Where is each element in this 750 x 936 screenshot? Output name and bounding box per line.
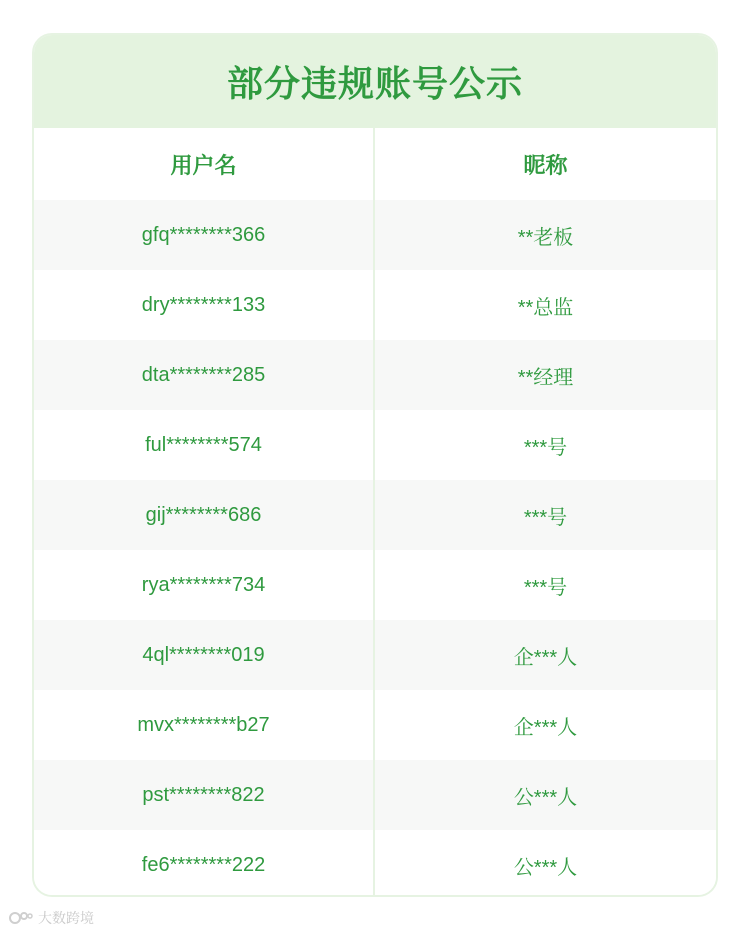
username-cell: fe6********222 [34, 830, 375, 897]
table-row [34, 620, 716, 690]
nickname-cell: **经理 [517, 366, 574, 389]
table-row [34, 340, 716, 410]
title-bar [34, 35, 716, 128]
nickname-cell: 企***人 [513, 646, 578, 669]
username-cell: gfq********366 [34, 200, 375, 270]
nickname-cell: ***号 [523, 436, 568, 459]
username-cell: rya********734 [34, 550, 375, 620]
table-row [34, 550, 716, 620]
table-row [34, 200, 716, 270]
username-cell: gij********686 [34, 480, 375, 550]
username-cell: ful********574 [34, 410, 375, 480]
table-row [34, 760, 716, 830]
username-cell: dta********285 [34, 340, 375, 410]
column-header-username: 用户名 [34, 128, 375, 200]
table-row [34, 480, 716, 550]
column-header-nickname: 昵称 [523, 152, 568, 178]
violation-table [34, 128, 716, 897]
nickname-cell: 公***人 [513, 786, 578, 809]
nickname-cell: 公***人 [513, 856, 578, 879]
table-header-row [34, 128, 716, 200]
table-row [34, 690, 716, 760]
table-row [34, 270, 716, 340]
nickname-cell: ***号 [523, 506, 568, 529]
watermark [8, 908, 94, 928]
table-row [34, 410, 716, 480]
username-cell: pst********822 [34, 760, 375, 830]
logo-icon [8, 909, 34, 927]
nickname-cell: 企***人 [513, 716, 578, 739]
watermark-text: 大数跨境 [38, 910, 94, 926]
username-cell: 4ql********019 [34, 620, 375, 690]
username-cell: dry********133 [34, 270, 375, 340]
page-title: 部分违规账号公示 [226, 63, 523, 104]
table-row [34, 830, 716, 897]
violation-card [32, 33, 718, 897]
nickname-cell: ***号 [523, 576, 568, 599]
username-cell: mvx********b27 [34, 690, 375, 760]
nickname-cell: **总监 [517, 296, 574, 319]
nickname-cell: **老板 [517, 226, 574, 249]
